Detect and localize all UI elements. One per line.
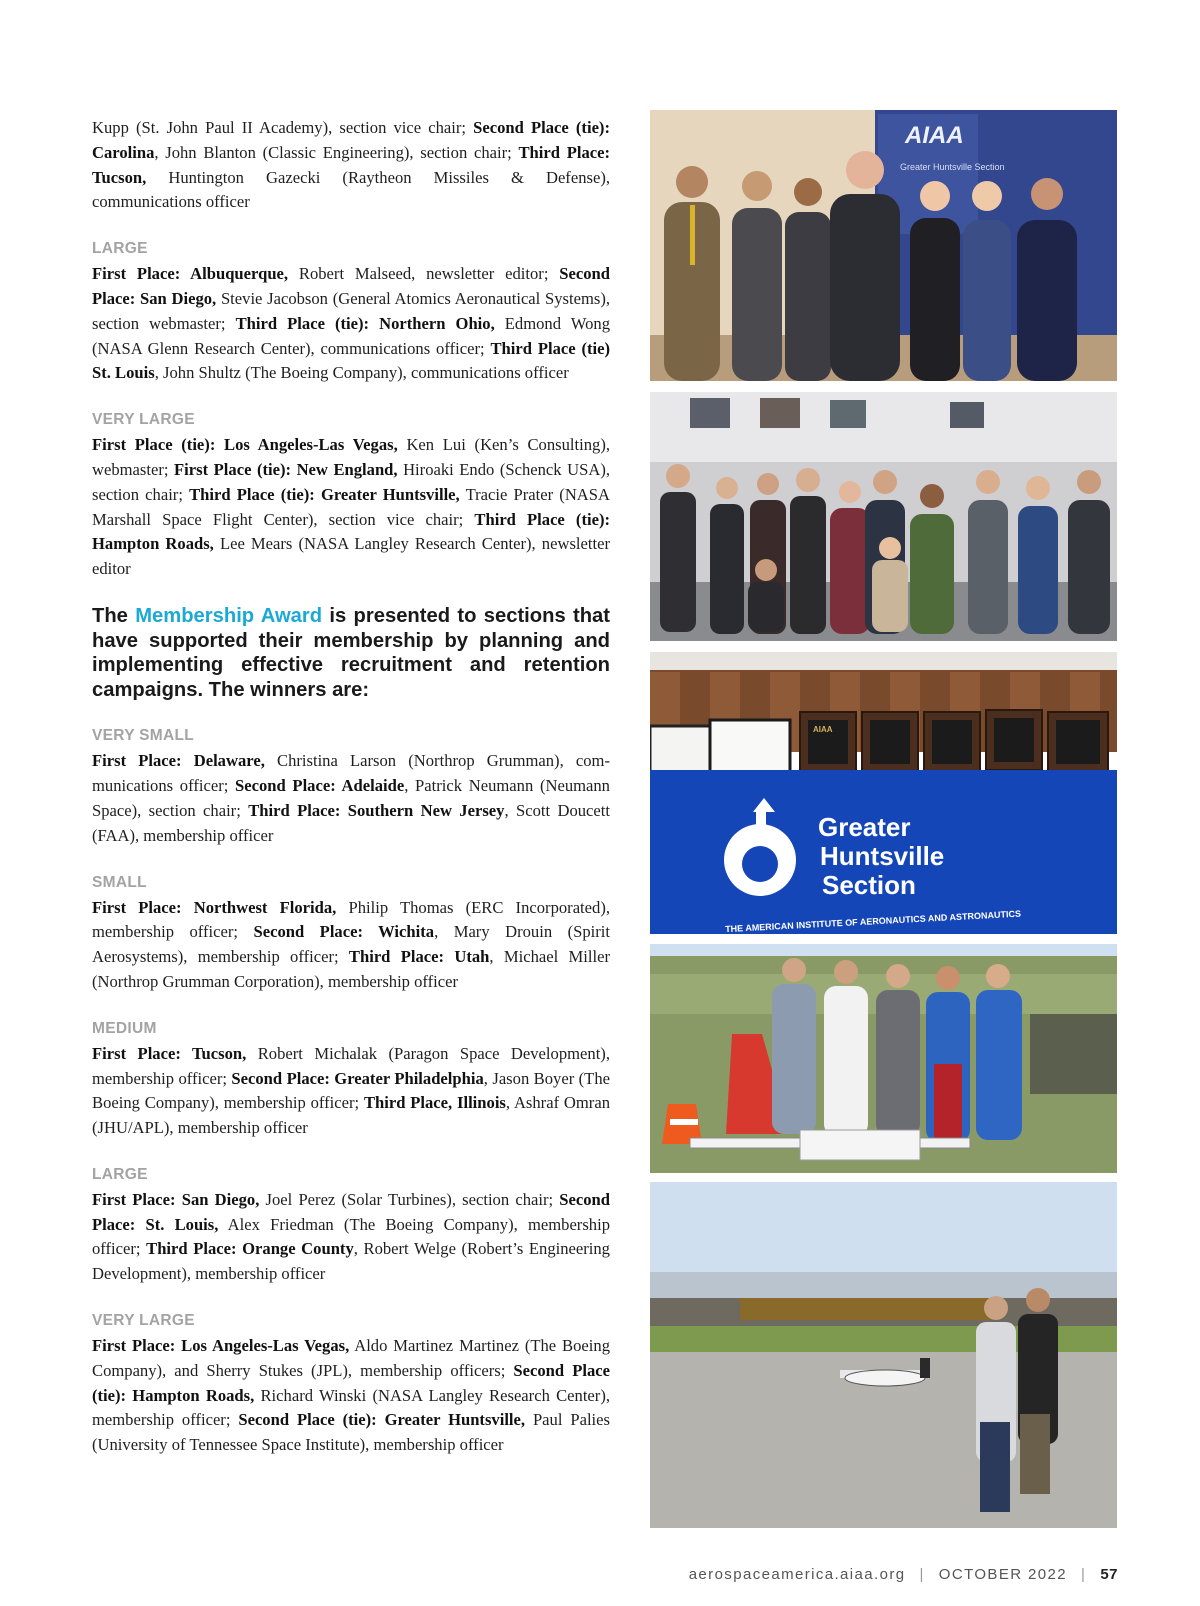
photo-group-at-banner bbox=[650, 110, 1117, 381]
page-number: 57 bbox=[1100, 1566, 1118, 1583]
winner-details: , Michael Miller (Northrop Grumman Corporation), membership officer bbox=[92, 947, 610, 991]
winner-place-label: Third Place: Tucson, bbox=[92, 142, 611, 187]
winner-details: , Ashraf Omran (JHU/APL), membership officer bbox=[92, 1093, 610, 1138]
winner-details: , Jason Boyer (The Boeing Company), membership officer; bbox=[92, 1068, 610, 1113]
winner-place-label: Second Place: Greater Philadelphia bbox=[231, 1068, 484, 1088]
winner-details: , Mary Drouin (Spirit Aerosystems), membership officer; bbox=[92, 922, 610, 967]
winner-place-label: First Place (tie): Los Angeles-Las Vegas, bbox=[92, 435, 398, 455]
award-paragraph bbox=[92, 1042, 610, 1141]
award-paragraph bbox=[92, 262, 610, 386]
photo-group-indoors bbox=[650, 392, 1117, 641]
section-award-block bbox=[92, 239, 610, 386]
page-footer bbox=[640, 1566, 1118, 1583]
section-award-block bbox=[92, 116, 610, 215]
winner-details: Ken Lui (Ken’s Consulting), webmaster; bbox=[92, 435, 610, 479]
section-awards bbox=[92, 116, 610, 582]
winner-details: , Robert Welge (Robert’s Engineering Development), membership officer bbox=[92, 1239, 610, 1284]
winner-details: Hiroaki Endo (Schenck USA), section chair; bbox=[92, 459, 611, 504]
intro-pre: The bbox=[92, 604, 136, 627]
winner-place-label: Third Place (tie) St. Louis bbox=[92, 338, 611, 383]
award-plaques bbox=[800, 710, 1108, 772]
winner-place-label: Third Place (tie): Northern Ohio, bbox=[235, 313, 495, 333]
winner-place-label: First Place: Northwest Florida, bbox=[92, 897, 337, 917]
winner-details: , John Blanton (Classic Engineering), section chair; bbox=[154, 142, 519, 162]
banner-line-2: Huntsville bbox=[820, 841, 945, 871]
membership-award-block bbox=[92, 1019, 610, 1141]
banner-institute-arc: THE AMERICAN INSTITUTE OF AERONAUTICS AND ASTRONAUTICS bbox=[724, 908, 1022, 934]
membership-award-block bbox=[92, 1165, 610, 1287]
winner-details: Aldo Martinez Martinez (The Boeing Company), and Sherry Stukes (JPL), membership officers; bbox=[92, 1336, 610, 1380]
plaque-label: AIAA bbox=[813, 725, 833, 734]
winner-place-label: First Place: San Diego, bbox=[92, 1189, 260, 1209]
membership-awards bbox=[92, 726, 610, 1458]
winner-details: Philip Thomas (ERC Incorporated), membership officer; bbox=[92, 897, 611, 942]
award-paragraph bbox=[92, 433, 610, 582]
award-paragraph bbox=[92, 749, 610, 848]
winner-details: Robert Malseed, newsletter editor; bbox=[288, 264, 560, 284]
membership-award-block bbox=[92, 726, 610, 848]
category-heading: VERY LARGE bbox=[92, 411, 195, 429]
category-heading: LARGE bbox=[92, 1165, 148, 1183]
winner-details: Edmond Wong (NASA Glenn Research Center), communications officer; bbox=[92, 313, 610, 358]
winner-place-label: Second Place: Adelaide bbox=[235, 776, 405, 796]
membership-award-block bbox=[92, 1311, 610, 1458]
winner-details: Christina Larson (Northrop Grumman), communications officer; bbox=[92, 751, 610, 796]
award-paragraph bbox=[92, 1334, 610, 1458]
winner-details: Alex Friedman (The Boeing Company), membership officer; bbox=[92, 1214, 610, 1259]
membership-award-intro bbox=[92, 604, 610, 702]
winner-place-label: Third Place: Orange County bbox=[146, 1239, 354, 1259]
award-paragraph bbox=[92, 896, 610, 995]
winner-place-label: First Place: Los Angeles-Las Vegas, bbox=[92, 1336, 350, 1356]
winner-place-label: First Place: Albuquerque, bbox=[92, 264, 289, 284]
people-group bbox=[660, 464, 1110, 634]
banner-section-text: Greater Huntsville Section bbox=[900, 162, 1005, 172]
banner-line-3: Section bbox=[822, 870, 916, 900]
winner-place-label: Second Place: San Diego, bbox=[92, 264, 610, 308]
footer-separator: | bbox=[919, 1566, 925, 1583]
winner-place-label: Second Place (tie): Greater Huntsville, bbox=[238, 1410, 526, 1430]
winner-details: Kupp (St. John Paul II Academy), section vice chair; bbox=[92, 118, 474, 137]
category-heading: VERY SMALL bbox=[92, 727, 195, 745]
winner-place-label: Third Place, Illinois bbox=[363, 1093, 506, 1113]
banner-line-1: Greater bbox=[818, 812, 911, 842]
footer-separator: | bbox=[1081, 1566, 1087, 1583]
category-heading: MEDIUM bbox=[92, 1019, 157, 1037]
winner-place-label: Second Place: Wichita bbox=[253, 922, 435, 942]
winner-details: Lee Mears (NASA Langley Research Center), newsletter editor bbox=[92, 534, 610, 579]
winner-details: Joel Perez (Solar Turbines), section chair; bbox=[259, 1189, 560, 1209]
award-paragraph bbox=[92, 1188, 610, 1287]
winner-place-label: Second Place (tie): Hampton Roads, bbox=[92, 1360, 610, 1405]
winner-details: Tracie Prater (NASA Marshall Space Flight Center), section vice chair; bbox=[92, 484, 610, 529]
text-column bbox=[92, 116, 610, 1458]
photo-team-with-drone bbox=[650, 944, 1117, 1173]
footer-issue: OCTOBER 2022 bbox=[938, 1566, 1068, 1583]
winner-place-label: First Place: Tucson, bbox=[92, 1043, 247, 1063]
intro-post: is presented to sections that have supported their membership by planning and implementing effective recruitment and retention campaigns. The winners are: bbox=[92, 604, 611, 701]
section-award-block bbox=[92, 410, 610, 582]
membership-award-block bbox=[92, 873, 610, 995]
winner-details: Richard Winski (NASA Langley Research Center), membership officer; bbox=[92, 1385, 610, 1430]
photo-awards-table-banner bbox=[650, 652, 1117, 934]
winner-details: Stevie Jacobson (General Atomics Aeronautical Systems), section webmaster; bbox=[92, 288, 611, 333]
winner-place-label: Third Place: Southern New Jersey bbox=[248, 800, 505, 820]
award-paragraph bbox=[92, 116, 610, 215]
banner-aiaa-logo: AIAA bbox=[905, 122, 964, 149]
winner-details: , Patrick Neumann (Neumann Space), section chair; bbox=[92, 776, 610, 820]
winner-place-label: Third Place (tie): Greater Huntsville, bbox=[189, 484, 460, 504]
photo-drone-on-runway bbox=[650, 1182, 1117, 1528]
winner-details: , Scott Doucett (FAA), membership officer bbox=[92, 800, 610, 845]
winner-place-label: First Place: Delaware, bbox=[92, 751, 265, 771]
winner-details: Paul Palies (University of Tennessee Space Institute), membership officer bbox=[92, 1410, 610, 1455]
winner-details: , John Shultz (The Boeing Company), communications officer bbox=[154, 363, 569, 383]
category-heading: SMALL bbox=[92, 873, 147, 891]
membership-award-highlight: Membership Award bbox=[135, 604, 323, 627]
winner-place-label: First Place (tie): New England, bbox=[174, 459, 398, 479]
winner-place-label: Third Place (tie): Hampton Roads, bbox=[92, 509, 610, 554]
winner-place-label: Second Place: St. Louis, bbox=[92, 1189, 610, 1234]
category-heading: VERY LARGE bbox=[92, 1312, 195, 1330]
category-heading: LARGE bbox=[92, 240, 148, 258]
winner-details: Huntington Gazecki (Raytheon Missiles & Defense), communications officer bbox=[92, 167, 610, 212]
winner-details: Robert Michalak (Paragon Space Development), membership officer; bbox=[92, 1043, 610, 1088]
winner-place-label: Second Place (tie): Carolina bbox=[92, 118, 610, 162]
footer-site-url[interactable]: aerospaceamerica.aiaa.org bbox=[688, 1566, 906, 1583]
winner-place-label: Third Place: Utah bbox=[348, 947, 490, 967]
